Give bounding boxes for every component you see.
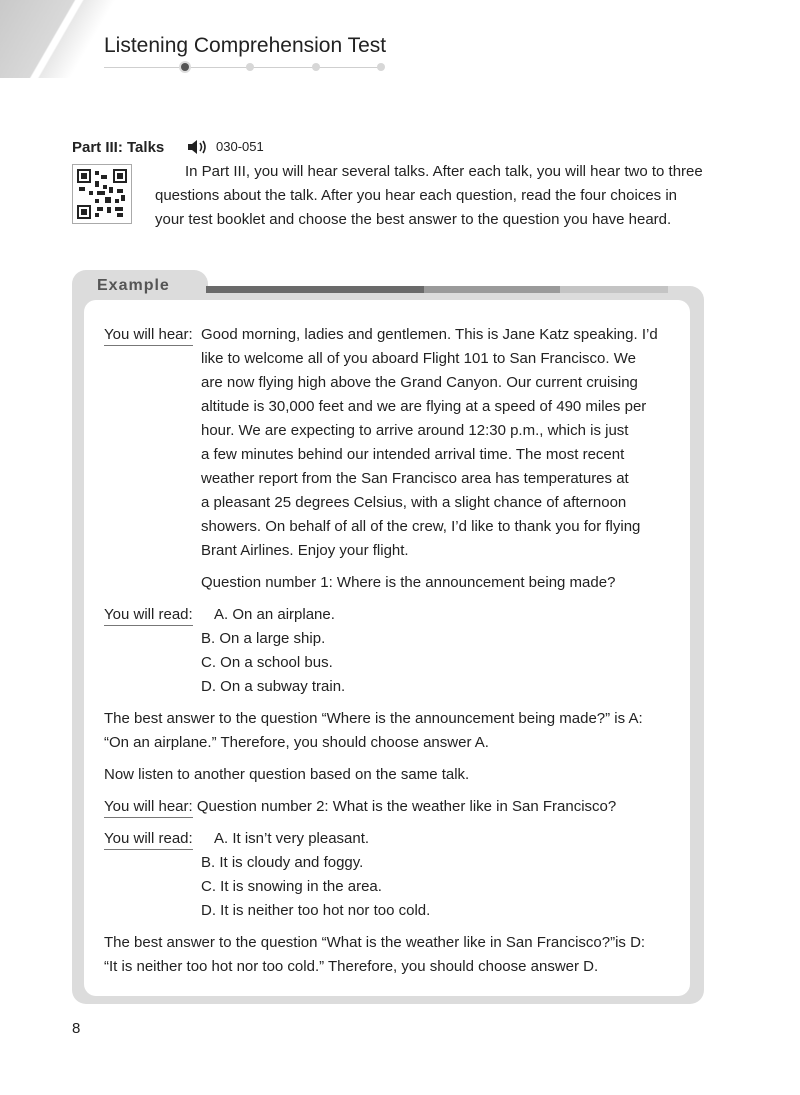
choice-item: A. On an airplane. <box>214 606 335 623</box>
hear-label: You will hear: <box>104 798 193 818</box>
answer-explanation: The best answer to the question “What is the weather like in San Francisco?”is D: <box>104 934 646 951</box>
answer-explanation: “On an airplane.” Therefore, you should choose answer A. <box>104 734 489 751</box>
talk-line: Good morning, ladies and gentlemen. This is Jane Katz speaking. I’d <box>201 326 658 343</box>
page-header-title: Listening Comprehension Test <box>104 34 387 57</box>
choice-item: D. On a subway train. <box>201 678 346 695</box>
talk-line: Brant Airlines. Enjoy your flight. <box>201 542 409 559</box>
talk-line: a pleasant 25 degrees Celsius, with a slight chance of afternoon <box>201 494 627 511</box>
header-dot <box>246 63 254 71</box>
intro-line: your test booklet and choose the best answer to the question you have heard. <box>155 211 672 228</box>
speaker-icon[interactable] <box>187 138 209 156</box>
header-dot <box>377 63 385 71</box>
page-number: 8 <box>72 1020 81 1037</box>
read-label: You will read: <box>104 606 193 626</box>
decorative-bar <box>206 286 424 293</box>
track-range: 030-051 <box>216 139 264 154</box>
header-rule <box>104 67 384 68</box>
answer-explanation: The best answer to the question “Where is the announcement being made?” is A: <box>104 710 643 727</box>
qr-code-icon <box>77 169 127 219</box>
header-dot-active <box>181 63 189 71</box>
choice-item: A. It isn’t very pleasant. <box>214 830 370 847</box>
hear-label: You will hear: <box>104 326 193 346</box>
talk-line: showers. On behalf of all of the crew, I’d like to thank you for flying <box>201 518 641 535</box>
choice-item: B. It is cloudy and foggy. <box>201 854 364 871</box>
header-dot <box>312 63 320 71</box>
talk-line: like to welcome all of you aboard Flight 101 to San Francisco. We <box>201 350 636 367</box>
corner-decoration <box>0 0 120 78</box>
talk-line: altitude is 30,000 feet and we are flying at a speed of 490 miles per <box>201 398 647 415</box>
answer-explanation: “It is neither too hot nor too cold.” Therefore, you should choose answer D. <box>104 958 599 975</box>
decorative-bar <box>560 286 668 293</box>
intro-line: questions about the talk. After you hear each question, read the four choices in <box>155 187 678 204</box>
part-title: Part III: Talks <box>72 139 165 156</box>
decorative-bar <box>424 286 560 293</box>
read-label: You will read: <box>104 830 193 850</box>
intro-line: In Part III, you will hear several talks. After each talk, you will hear two to three <box>185 163 703 180</box>
choice-item: C. It is snowing in the area. <box>201 878 382 895</box>
talk-line: are now flying high above the Grand Canyon. Our current cruising <box>201 374 638 391</box>
talk-line: hour. We are expecting to arrive around 12:30 p.m., which is just <box>201 422 629 439</box>
talk-line: weather report from the San Francisco area has temperatures at <box>201 470 629 487</box>
transition-text: Now listen to another question based on the same talk. <box>104 766 470 783</box>
choice-item: D. It is neither too hot nor too cold. <box>201 902 431 919</box>
qr-code[interactable] <box>72 164 132 224</box>
example-label: Example <box>97 277 170 294</box>
question-2: Question number 2: What is the weather like in San Francisco? <box>196 798 617 815</box>
choice-item: C. On a school bus. <box>201 654 333 671</box>
question-1: Question number 1: Where is the announcement being made? <box>201 574 616 591</box>
talk-line: a few minutes behind our intended arrival time. The most recent <box>201 446 625 463</box>
part-instructions <box>155 160 705 232</box>
choice-item: B. On a large ship. <box>201 630 326 647</box>
